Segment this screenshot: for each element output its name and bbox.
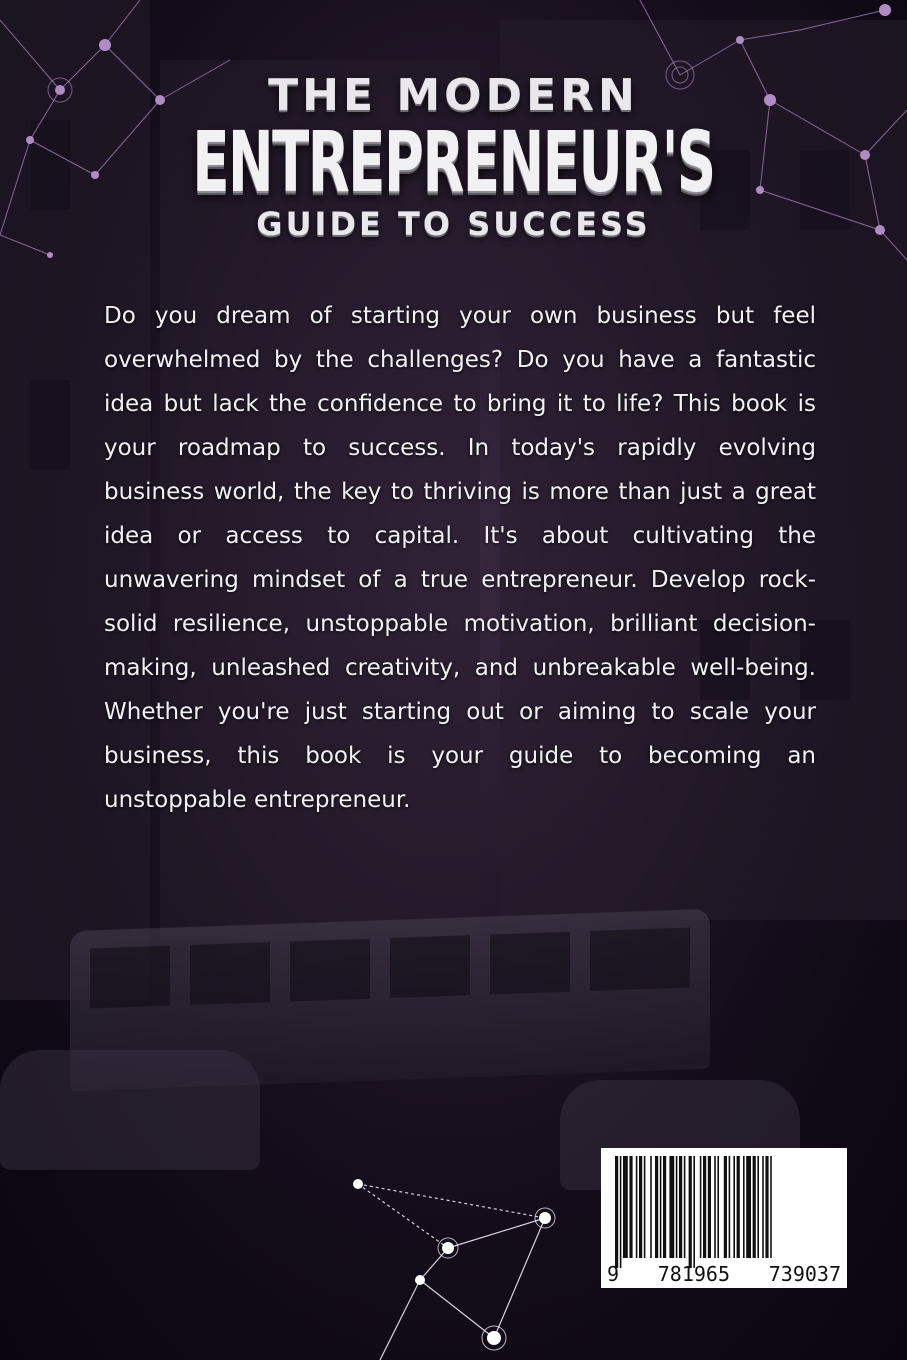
barcode-bar — [765, 1156, 768, 1258]
barcode-bar — [639, 1156, 642, 1258]
barcode-bar — [644, 1156, 646, 1258]
barcode-bar — [724, 1156, 727, 1258]
barcode-bar — [714, 1156, 716, 1258]
barcode-bar — [684, 1156, 686, 1258]
barcode-bar — [770, 1156, 772, 1258]
barcode-bar — [620, 1156, 622, 1268]
barcode-group-2: 739037 — [768, 1262, 841, 1286]
barcode-bar — [615, 1156, 618, 1268]
barcode-bar — [679, 1156, 682, 1258]
barcode-bar — [703, 1156, 706, 1258]
barcode-bar — [762, 1156, 764, 1258]
barcode-bar — [636, 1156, 638, 1258]
barcode-bar — [708, 1156, 711, 1258]
barcode-bar — [660, 1156, 662, 1258]
barcode-bar — [733, 1156, 735, 1258]
barcode-bar — [757, 1156, 759, 1258]
barcode-bar — [650, 1156, 652, 1258]
isbn-barcode — [601, 1148, 847, 1288]
barcode-digits — [601, 1262, 847, 1286]
blurb-text: Do you dream of starting your own business but feel overwhelmed by the challenges? Do you have a fantastic idea but lack the confidence to bring it to life? This book is your roadmap to success. In today's rapidly evolving business world, the key to thriving is more than just a great idea or access to capital. It's about cultivating the unwavering mindset of a true entrepreneur. Develop rock-solid resilience, unstoppable motivation, brilliant decision-making, unleashed creativity, and unbreakable well-being. Whether you're just starting out or aiming to scale your business, this book is your guide to becoming an unstoppable entrepreneur. — [104, 303, 816, 813]
title-line-1: THE MODERN — [268, 70, 639, 121]
barcode-lead-digit: 9 — [607, 1262, 620, 1286]
barcode-bar — [746, 1156, 751, 1258]
barcode-bar — [729, 1156, 731, 1258]
barcode-bar — [623, 1156, 628, 1258]
barcode-bar — [693, 1156, 695, 1268]
barcode-bar — [753, 1156, 756, 1258]
barcode-bar — [689, 1156, 692, 1268]
book-title — [0, 70, 907, 243]
barcode-bar — [676, 1156, 678, 1258]
barcode-group-1: 781965 — [657, 1262, 731, 1286]
title-line-2: ENTREPRENEUR'S — [192, 113, 715, 211]
barcode-bar — [737, 1156, 740, 1258]
title-line-3: GUIDE TO SUCCESS — [256, 205, 651, 243]
barcode-bar — [700, 1156, 702, 1258]
barcode-bar — [629, 1156, 632, 1258]
barcode-bar — [655, 1156, 658, 1258]
barcode-bar — [669, 1156, 674, 1258]
barcode-bar — [743, 1156, 745, 1258]
barcode-bar — [663, 1156, 666, 1258]
barcode-bar — [717, 1156, 719, 1258]
